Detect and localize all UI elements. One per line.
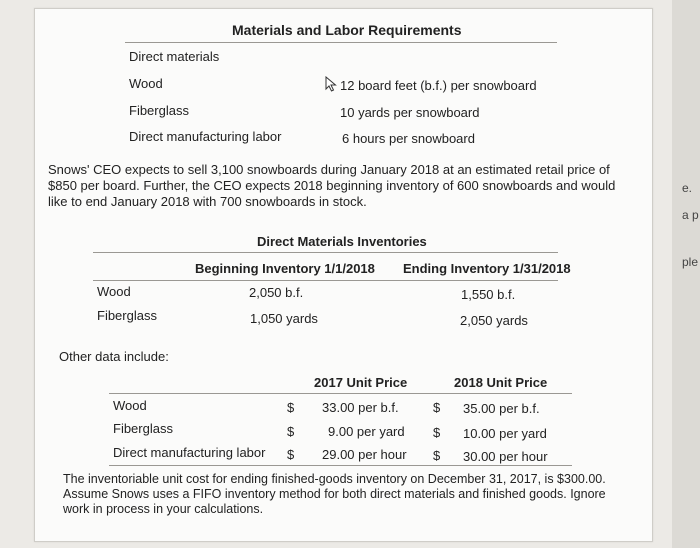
currency-2017: $ [287, 424, 295, 439]
currency-2017: $ [287, 400, 295, 415]
inv-label-wood: Wood [97, 284, 131, 299]
col-2017-unit-price: 2017 Unit Price [314, 375, 408, 390]
mouse-cursor-icon [325, 76, 337, 92]
scenario-paragraph: Snows' CEO expects to sell 3,100 snowboards during January 2018 at an estimated retail price of $850 per board. Further, the CEO expects 2018 beginning inventory of 600 snowboards and would like to end January 2018 with 700 snowboards in stock. [48, 162, 616, 209]
inventories-title: Direct Materials Inventories [257, 234, 427, 249]
inventories-top-rule [93, 252, 558, 253]
inventories-header-rule [93, 280, 558, 281]
other-data-label: Other data include: [59, 349, 169, 364]
price-2018-fiberglass: 10.00 per yard [463, 426, 547, 441]
inv-end-fiberglass: 2,050 yards [460, 313, 528, 328]
req-value-wood: 12 board feet (b.f.) per snowboard [340, 78, 537, 93]
other-header-rule [109, 393, 572, 394]
col-2018-unit-price: 2018 Unit Price [454, 375, 548, 390]
price-label-wood: Wood [113, 398, 147, 413]
col-ending-inventory: Ending Inventory 1/31/2018 [403, 261, 571, 276]
direct-materials-header: Direct materials [129, 49, 220, 64]
req-label-labor: Direct manufacturing labor [129, 129, 282, 144]
price-2018-labor: 30.00 per hour [463, 449, 548, 464]
price-2017-wood: 33.00 per b.f. [322, 400, 399, 415]
currency-2018: $ [433, 448, 441, 463]
price-label-labor: Direct manufacturing labor [113, 445, 266, 460]
side-fragment: ple [682, 255, 699, 269]
side-fragment: a p [682, 208, 699, 222]
price-label-fiberglass: Fiberglass [113, 421, 173, 436]
price-2017-fiberglass: 9.00 per yard [328, 424, 405, 439]
background-page-edge [672, 0, 700, 548]
req-label-wood: Wood [129, 76, 163, 91]
other-bottom-rule [109, 465, 572, 466]
price-2018-wood: 35.00 per b.f. [463, 401, 540, 416]
title-rule [125, 42, 557, 43]
req-label-fiberglass: Fiberglass [129, 103, 189, 118]
inv-begin-wood: 2,050 b.f. [249, 285, 304, 300]
price-2017-labor: 29.00 per hour [322, 447, 407, 462]
currency-2018: $ [433, 400, 441, 415]
assumptions-paragraph: The inventoriable unit cost for ending finished-goods inventory on December 31, 2017, is $300.00. Assume Snows uses a FIFO inventory method for both direct materials and finished goods. Ignore work in process in your calculations. [63, 472, 606, 516]
inv-end-wood: 1,550 b.f. [461, 287, 516, 302]
inv-label-fiberglass: Fiberglass [97, 308, 157, 323]
inv-begin-fiberglass: 1,050 yards [250, 311, 318, 326]
col-beginning-inventory: Beginning Inventory 1/1/2018 [195, 261, 375, 276]
currency-2018: $ [433, 425, 441, 440]
problem-sheet [34, 8, 653, 542]
req-value-labor: 6 hours per snowboard [342, 131, 475, 146]
requirements-title: Materials and Labor Requirements [232, 22, 462, 38]
currency-2017: $ [287, 447, 295, 462]
req-value-fiberglass: 10 yards per snowboard [340, 105, 480, 120]
side-fragment: e. [682, 181, 693, 195]
